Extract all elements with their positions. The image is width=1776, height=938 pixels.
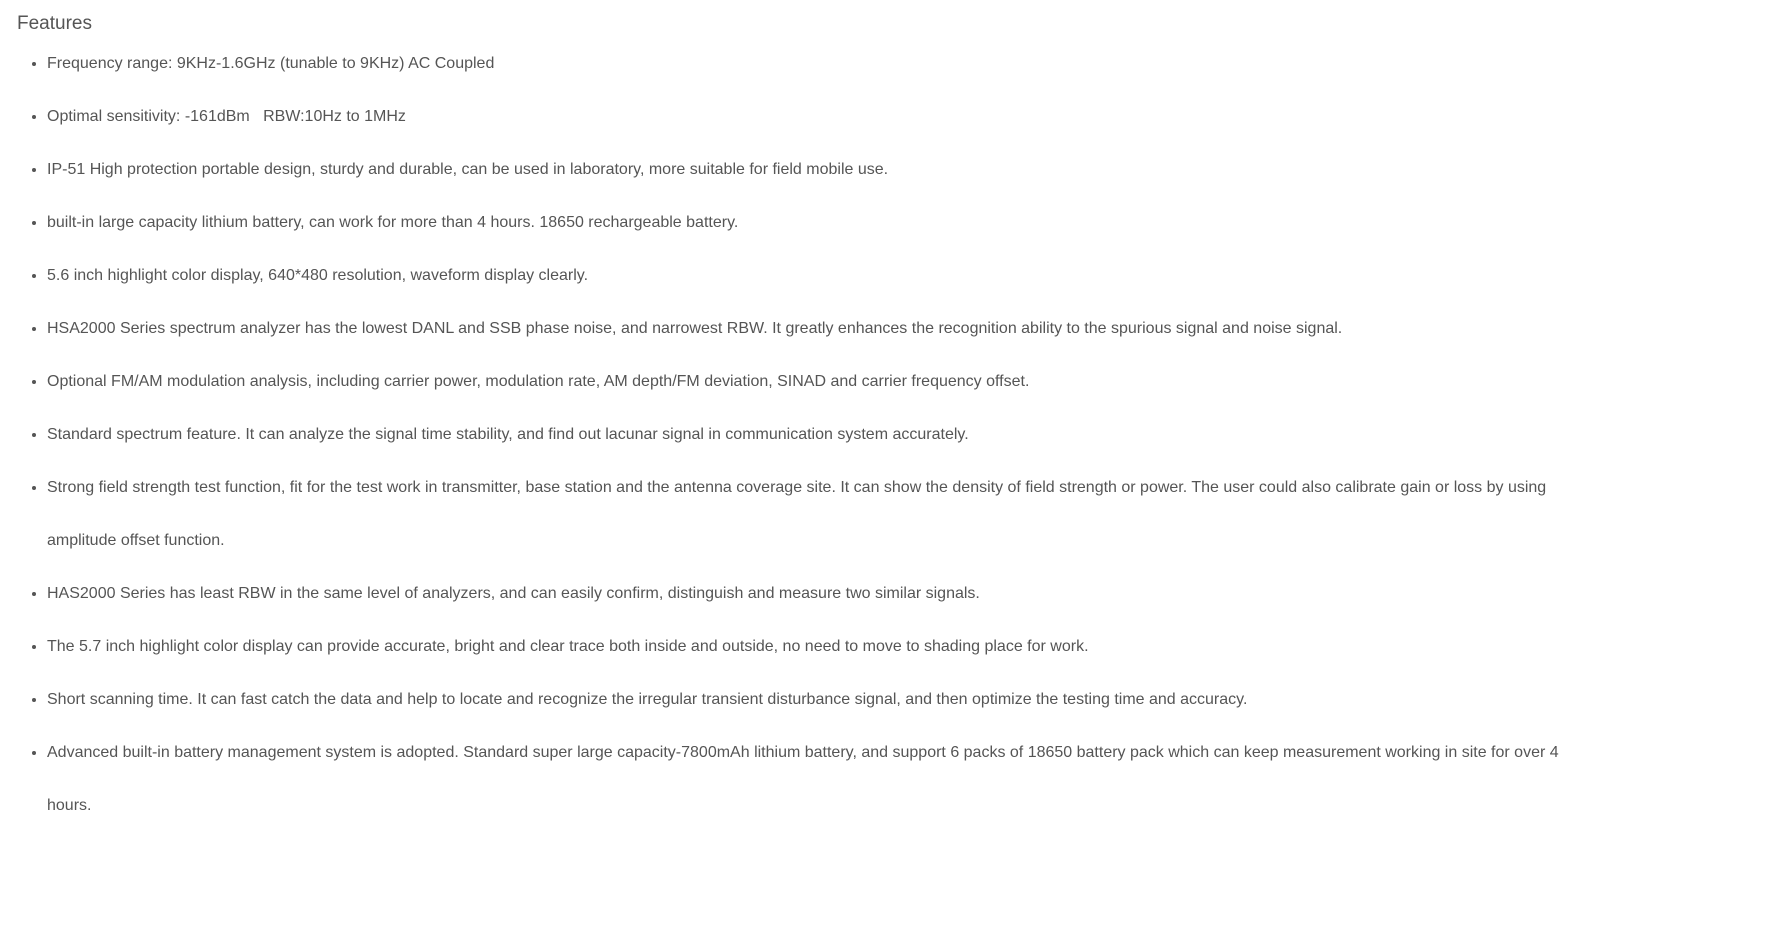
- feature-item-field-strength: • Strong field strength test function, fit for the test work in transmitter, base station and the antenna coverage site. It can show the density of field strength or power. The user could also calibrate gain or loss by using amplitude offset function.: [47, 461, 1602, 567]
- feature-item-protection: • IP-51 High protection portable design, sturdy and durable, can be used in laboratory, more suitable for field mobile use.: [47, 143, 1602, 196]
- feature-item-scanning-time: • Short scanning time. It can fast catch the data and help to locate and recognize the irregular transient disturbance signal, and then optimize the testing time and accuracy.: [47, 673, 1602, 726]
- feature-list: [0, 37, 1602, 832]
- feature-item-battery: • built-in large capacity lithium battery, can work for more than 4 hours. 18650 rechargeable battery.: [47, 196, 1602, 249]
- feature-item-rbw: • HAS2000 Series has least RBW in the same level of analyzers, and can easily confirm, distinguish and measure two similar signals.: [47, 567, 1602, 620]
- feature-item-modulation: • Optional FM/AM modulation analysis, including carrier power, modulation rate, AM depth/FM deviation, SINAD and carrier frequency offset.: [47, 355, 1602, 408]
- feature-item-spectrum: • Standard spectrum feature. It can analyze the signal time stability, and find out lacunar signal in communication system accurately.: [47, 408, 1602, 461]
- feature-item-display: • 5.6 inch highlight color display, 640*480 resolution, waveform display clearly.: [47, 249, 1602, 302]
- feature-item-battery-management: • Advanced built-in battery management system is adopted. Standard super large capacity-7800mAh lithium battery, and support 6 packs of 18650 battery pack which can keep measurement working in site for over 4 hours.: [47, 726, 1602, 832]
- section-title: Features: [17, 13, 92, 34]
- feature-item-sensitivity: • Optimal sensitivity: -161dBm RBW:10Hz to 1MHz: [47, 90, 1602, 143]
- feature-item-color-display: • The 5.7 inch highlight color display can provide accurate, bright and clear trace both inside and outside, no need to move to shading place for work.: [47, 620, 1602, 673]
- feature-item-frequency-range: • Frequency range: 9KHz-1.6GHz (tunable to 9KHz) AC Coupled: [47, 37, 1602, 90]
- feature-item-danl: • HSA2000 Series spectrum analyzer has the lowest DANL and SSB phase noise, and narrowest RBW. It greatly enhances the recognition ability to the spurious signal and noise signal.: [47, 302, 1602, 355]
